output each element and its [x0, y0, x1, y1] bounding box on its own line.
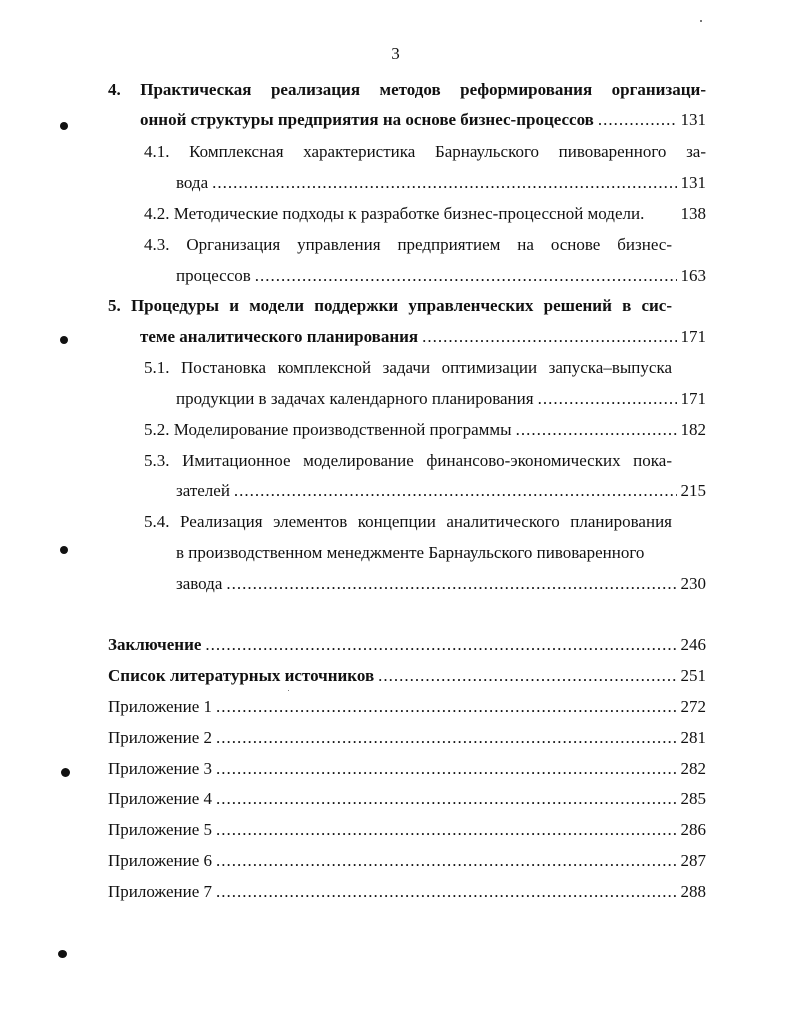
- references-entry: [108, 664, 706, 688]
- appendix-label: Приложение 2: [108, 728, 212, 747]
- dot-leader: [422, 325, 676, 349]
- section-4-1-line2: вода: [176, 173, 209, 192]
- chapter-5-page: 171: [680, 327, 706, 346]
- section-5-1-entry: [176, 387, 706, 411]
- appendix-label: Приложение 1: [108, 697, 212, 716]
- section-4-2-entry: [144, 202, 706, 226]
- dot-leader: [216, 787, 677, 811]
- section-5-4-page: 230: [680, 574, 706, 593]
- binder-hole-mark: [60, 122, 68, 130]
- dot-leader: [216, 726, 677, 750]
- appendix-label: Приложение 5: [108, 820, 212, 839]
- section-4-2-page: 138: [680, 204, 706, 223]
- appendix-entry: [108, 757, 706, 781]
- section-5-3-entry: [176, 479, 706, 503]
- dot-leader: [216, 849, 677, 873]
- section-5-4-line1: 5.4. Реализация элементов концепции аналитического планирования: [144, 512, 672, 531]
- chapter-5-title-line2: теме аналитического планирования: [140, 327, 419, 346]
- appendix-page: 272: [680, 697, 706, 716]
- dot-leader: [216, 757, 677, 781]
- scan-speck: [288, 690, 289, 691]
- appendix-entry: [108, 787, 706, 811]
- section-5-3-page: 215: [680, 481, 706, 500]
- appendix-entry: [108, 818, 706, 842]
- section-5-4-line3: завода: [176, 574, 223, 593]
- section-4-1-entry: [176, 171, 706, 195]
- conclusion-label: Заключение: [108, 635, 202, 654]
- section-5-4-entry: [176, 572, 706, 596]
- section-5-4-line2: в производственном менеджменте Барнаульского пивоваренного: [176, 543, 645, 562]
- section-4-3-page: 163: [680, 266, 706, 285]
- conclusion-page: 246: [680, 635, 706, 654]
- section-5-2-title: 5.2. Моделирование производственной программы: [144, 420, 512, 439]
- section-4-3-line2: процессов: [176, 266, 251, 285]
- section-5-1-page: 171: [680, 389, 706, 408]
- appendix-entry: [108, 880, 706, 904]
- dot-leader: [226, 572, 676, 596]
- section-5-3-line1: 5.3. Имитационное моделирование финансово-экономических пока-: [144, 451, 672, 470]
- page-number: 3: [391, 44, 400, 63]
- appendix-label: Приложение 6: [108, 851, 212, 870]
- appendix-page: 288: [680, 882, 706, 901]
- binder-hole-mark: [60, 336, 68, 344]
- appendix-page: 287: [680, 851, 706, 870]
- section-5-1-line1: 5.1. Постановка комплексной задачи оптимизации запуска–выпуска: [144, 358, 672, 377]
- dot-leader: [234, 479, 677, 503]
- section-4-3-line1: 4.3. Организация управления предприятием на основе бизнес-: [144, 235, 672, 254]
- section-5-3-line2: зателей: [176, 481, 230, 500]
- dot-leader: [216, 818, 677, 842]
- conclusion-entry: [108, 633, 706, 657]
- references-label: Список литературных источников: [108, 666, 375, 685]
- appendix-entry: [108, 695, 706, 719]
- section-5-2-page: 182: [680, 420, 706, 439]
- dot-leader: [516, 418, 677, 442]
- binder-hole-mark: [60, 546, 68, 554]
- chapter-4-entry: [140, 108, 706, 132]
- chapter-4-page: 131: [680, 110, 706, 129]
- dot-leader: [255, 264, 677, 288]
- dot-leader: [538, 387, 677, 411]
- chapter-4-title-line2: онной структуры предприятия на основе бизнес-процессов: [140, 110, 594, 129]
- section-5-2-entry: [144, 418, 706, 442]
- dot-leader: [216, 695, 677, 719]
- appendix-label: Приложение 7: [108, 882, 212, 901]
- appendix-entry: [108, 726, 706, 750]
- dot-leader: [598, 108, 677, 132]
- appendix-entry: [108, 849, 706, 873]
- dot-leader: [216, 880, 677, 904]
- chapter-5-title-line1: 5. Процедуры и модели поддержки управленческих решений в сис-: [108, 296, 672, 315]
- binder-hole-mark: [58, 950, 67, 958]
- appendix-label: Приложение 3: [108, 759, 212, 778]
- chapter-5-entry: [140, 325, 706, 349]
- appendix-label: Приложение 4: [108, 789, 212, 808]
- appendix-page: 286: [680, 820, 706, 839]
- appendix-page: 285: [680, 789, 706, 808]
- dot-leader: [378, 664, 676, 688]
- section-4-2-title: 4.2. Методические подходы к разработке бизнес-процессной модели.: [144, 204, 645, 223]
- chapter-4-title-line1: 4. Практическая реализация методов реформирования организаци-: [108, 80, 706, 99]
- section-4-1-line1: 4.1. Комплексная характеристика Барнаульского пивоваренного за-: [144, 142, 706, 161]
- binder-hole-mark: [61, 768, 70, 777]
- references-page: 251: [680, 666, 706, 685]
- appendix-page: 282: [680, 759, 706, 778]
- dot-leader: [212, 171, 676, 195]
- scan-speck: [700, 20, 702, 22]
- section-5-1-line2: продукции в задачах календарного планирования: [176, 389, 534, 408]
- section-4-3-entry: [176, 264, 706, 288]
- appendix-page: 281: [680, 728, 706, 747]
- dot-leader: [205, 633, 676, 657]
- section-4-1-page: 131: [680, 173, 706, 192]
